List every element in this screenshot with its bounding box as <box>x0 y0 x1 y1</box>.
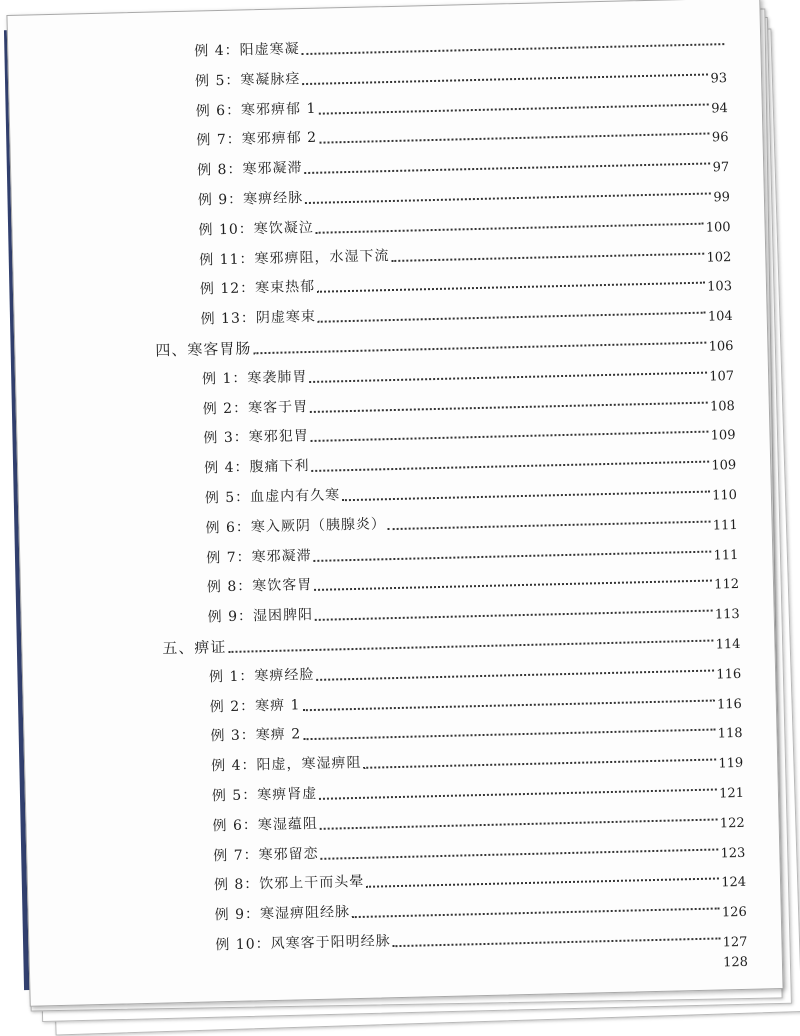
toc-entry-page: 111 <box>713 547 739 564</box>
toc-entry-page: 112 <box>714 577 740 593</box>
dot-leader <box>316 222 704 233</box>
toc-entry-label: 例 8：寒邪凝滞 <box>196 160 303 179</box>
toc-entry-label: 例 10：寒饮凝泣 <box>198 219 314 239</box>
toc-entry-label: 例 6：寒入厥阴（胰腺炎） <box>205 516 387 537</box>
dot-leader <box>321 848 719 859</box>
toc-entry-page: 96 <box>711 130 729 146</box>
toc-trailing-page: 128 <box>722 954 749 971</box>
toc-entry-page: 121 <box>718 785 745 802</box>
toc-entry-page: 109 <box>711 458 737 474</box>
toc-entry-label: 例 3：寒邪犯胃 <box>203 428 309 447</box>
toc-entry-label: 例 1：寒袭肺胃 <box>201 368 308 388</box>
dot-leader <box>303 699 715 711</box>
toc-entry-page: 108 <box>709 398 736 415</box>
dot-leader <box>392 252 705 261</box>
spacer <box>218 969 721 981</box>
toc-entry-page: 127 <box>722 934 748 951</box>
toc-entry-page: 119 <box>718 756 744 772</box>
dot-leader <box>318 312 706 323</box>
toc-entry-page: 107 <box>709 368 735 385</box>
toc-entry-label: 例 9：寒痹经脉 <box>197 190 304 209</box>
toc-entry-page: 109 <box>710 428 736 444</box>
toc-entry-label: 例 8：饮邪上干而头晕 <box>213 874 365 894</box>
toc-entry-label: 例 5：血虚内有久寒 <box>204 487 341 507</box>
dot-leader <box>253 342 706 355</box>
dot-leader <box>310 401 708 412</box>
toc-entry-page: 102 <box>706 249 732 266</box>
toc-list <box>7 0 782 1006</box>
toc-entry-page: 124 <box>721 875 747 891</box>
toc-entry-label: 例 7：寒邪痹郁 2 <box>196 130 318 149</box>
toc-entry-page: 114 <box>715 636 741 653</box>
toc-entry-label: 例 6：寒邪痹郁 1 <box>195 100 317 120</box>
toc-entry-label: 例 8：寒饮客胃 <box>206 577 313 596</box>
dot-leader <box>317 282 705 293</box>
dot-leader <box>228 640 713 653</box>
toc-entry-page: 103 <box>707 279 733 295</box>
toc-entry-label: 例 6：寒湿蕴阻 <box>212 815 319 835</box>
toc-entry-page: 126 <box>721 905 747 921</box>
toc-entry-label: 例 9：寒湿痹阻经脉 <box>214 904 351 924</box>
toc-entry-page: 110 <box>711 487 738 504</box>
dot-leader <box>319 103 710 114</box>
dot-leader <box>388 520 711 530</box>
toc-entry-page: 99 <box>713 190 731 206</box>
dot-leader <box>319 133 710 144</box>
toc-entry-label: 例 2：寒客于胃 <box>202 398 309 418</box>
toc-page <box>6 0 783 1007</box>
toc-entry-page: 104 <box>707 309 733 325</box>
toc-entry-label: 例 3：寒痹 2 <box>210 726 302 745</box>
toc-entry-label: 例 13：阴虚寒束 <box>200 309 317 328</box>
toc-entry-page: 118 <box>717 726 743 742</box>
dot-leader <box>319 788 717 799</box>
dot-leader <box>366 878 719 888</box>
toc-entry-label: 例 1：寒痹经脸 <box>208 666 315 686</box>
dot-leader <box>315 610 713 621</box>
toc-entry-label: 例 7：寒邪凝滞 <box>206 547 312 567</box>
toc-entry-page: 111 <box>712 517 738 534</box>
toc-entry-page: 93 <box>710 70 728 87</box>
toc-entry-label: 四、寒客胃肠 <box>155 339 252 360</box>
toc-entry-label: 例 9：湿困脾阳 <box>207 607 314 626</box>
toc-trailing-row <box>216 951 748 988</box>
toc-entry-label: 例 11：寒邪痹阻，水湿下流 <box>199 247 390 269</box>
toc-entry-page: 94 <box>711 100 728 117</box>
toc-entry-page: 100 <box>705 219 731 236</box>
toc-entry-label: 例 7：寒邪留恋 <box>213 845 319 864</box>
dot-leader <box>312 461 710 472</box>
toc-entry-label: 例 4：腹痛下利 <box>203 458 310 477</box>
toc-entry-page: 116 <box>716 696 743 713</box>
dot-leader <box>311 431 709 442</box>
toc-entry-label: 五、痹证 <box>162 638 227 658</box>
dot-leader <box>303 729 715 741</box>
dot-leader <box>305 163 711 175</box>
dot-leader <box>320 818 718 829</box>
toc-entry-label: 例 12：寒束热郁 <box>199 279 316 298</box>
dot-leader <box>309 371 707 382</box>
dot-leader <box>302 43 725 55</box>
toc-entry-page: 116 <box>716 666 742 683</box>
dot-leader <box>314 580 712 591</box>
dot-leader <box>342 491 710 502</box>
dot-leader <box>352 908 720 919</box>
dot-leader <box>302 73 708 85</box>
toc-entry-page: 106 <box>708 338 734 355</box>
toc-entry-label: 例 2：寒痹 1 <box>209 696 301 716</box>
dot-leader <box>305 192 711 204</box>
toc-entry-label: 例 5：寒凝脉痉 <box>194 70 301 90</box>
toc-entry-page: 113 <box>714 607 740 623</box>
toc-entry-page: 97 <box>712 160 730 176</box>
toc-entry-page: 123 <box>720 845 746 862</box>
dot-leader <box>314 550 712 561</box>
toc-entry-label: 例 5：寒痹肾虚 <box>211 785 318 805</box>
toc-entry-label: 例 4：阳虚寒凝 <box>194 41 300 60</box>
toc-entry-label: 例 4：阳虚，寒湿痹阻 <box>210 755 362 775</box>
toc-entry-label: 例 10：风寒客于阳明经脉 <box>215 933 391 954</box>
dot-leader <box>393 937 721 947</box>
toc-entry-page: 122 <box>719 815 745 832</box>
dot-leader <box>317 669 715 680</box>
dot-leader <box>364 759 717 769</box>
